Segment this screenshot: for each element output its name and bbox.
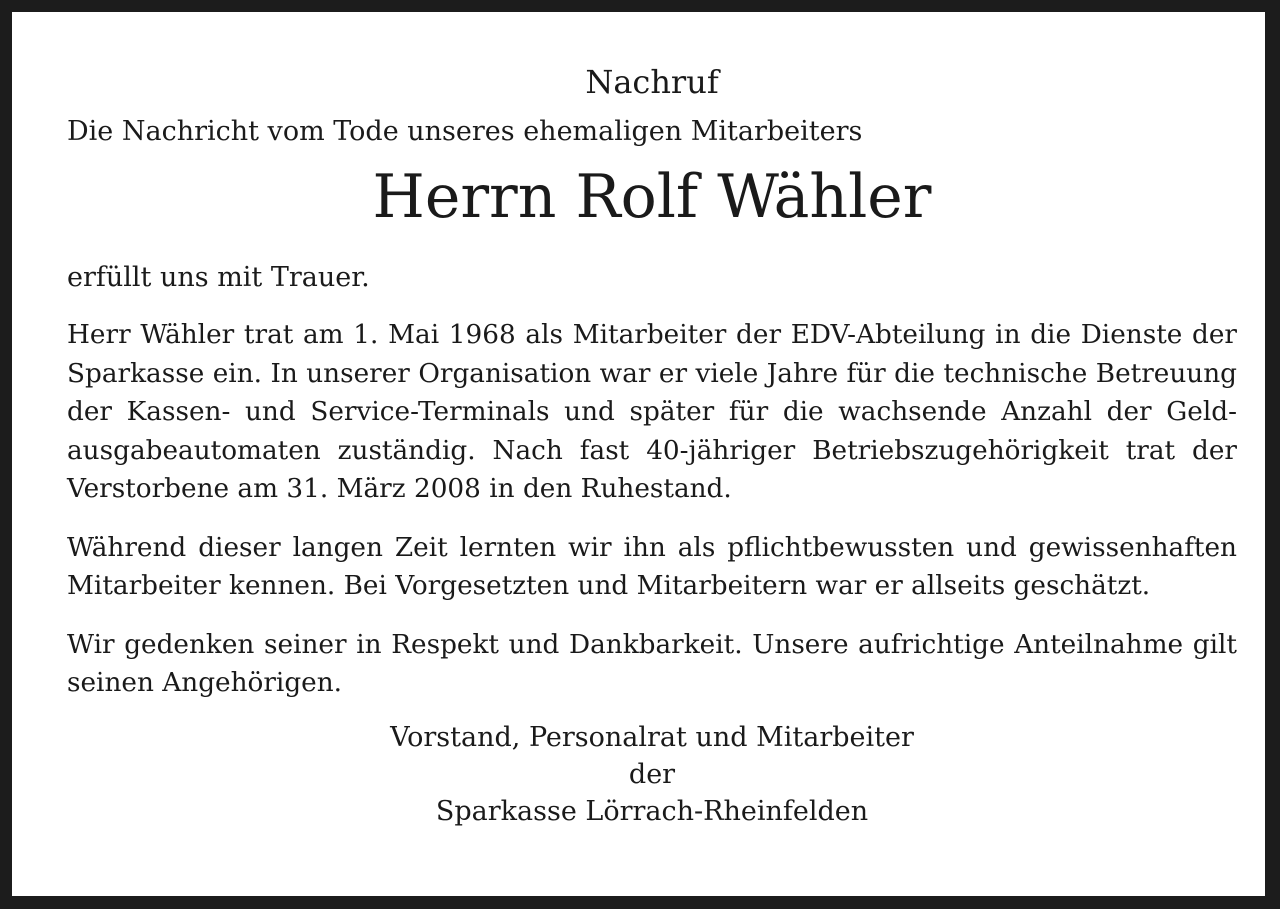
- intro-text: Die Nachricht vom Tode unseres ehemaligen Mitarbeiters: [67, 116, 863, 147]
- signature-line-2: der: [628, 758, 676, 790]
- notice-content: [67, 62, 1237, 830]
- notice-heading: Nachruf: [585, 63, 719, 101]
- signature-line-1: Vorstand, Personalrat und Mitarbeiter: [390, 721, 914, 753]
- signature-block: [67, 719, 1237, 830]
- sorrow-text: erfüllt uns mit Trauer.: [67, 262, 370, 293]
- condolence-paragraph: Wir gedenken seiner in Respekt und Dankbarkeit. Unsere aufrichtige Anteilnahme gilt seinen Angehörigen.: [67, 629, 1237, 698]
- career-paragraph: Herr Wähler trat am 1. Mai 1968 als Mitarbeiter der EDV-Abteilung in die Dienste der Sparkasse ein. In unserer Organisation war er viele Jahre für die technische Betreuung der Kassen- und Service-Terminals und später für die wachsende Anzahl der Geldausgabeautomaten zuständig. Nach fast 40-jähriger Betriebszugehörigkeit trat der Verstorbene am 31. März 2008 in den Ruhestand.: [67, 320, 1237, 504]
- character-paragraph: Während dieser langen Zeit lernten wir ihn als pflichtbewussten und gewissenhaften Mitarbeiter kennen. Bei Vorgesetzten und Mitarbeitern war er allseits geschätzt.: [67, 532, 1237, 601]
- signature-line-3: Sparkasse Lörrach-Rheinfelden: [435, 795, 869, 827]
- deceased-name: Herrn Rolf Wähler: [372, 162, 932, 232]
